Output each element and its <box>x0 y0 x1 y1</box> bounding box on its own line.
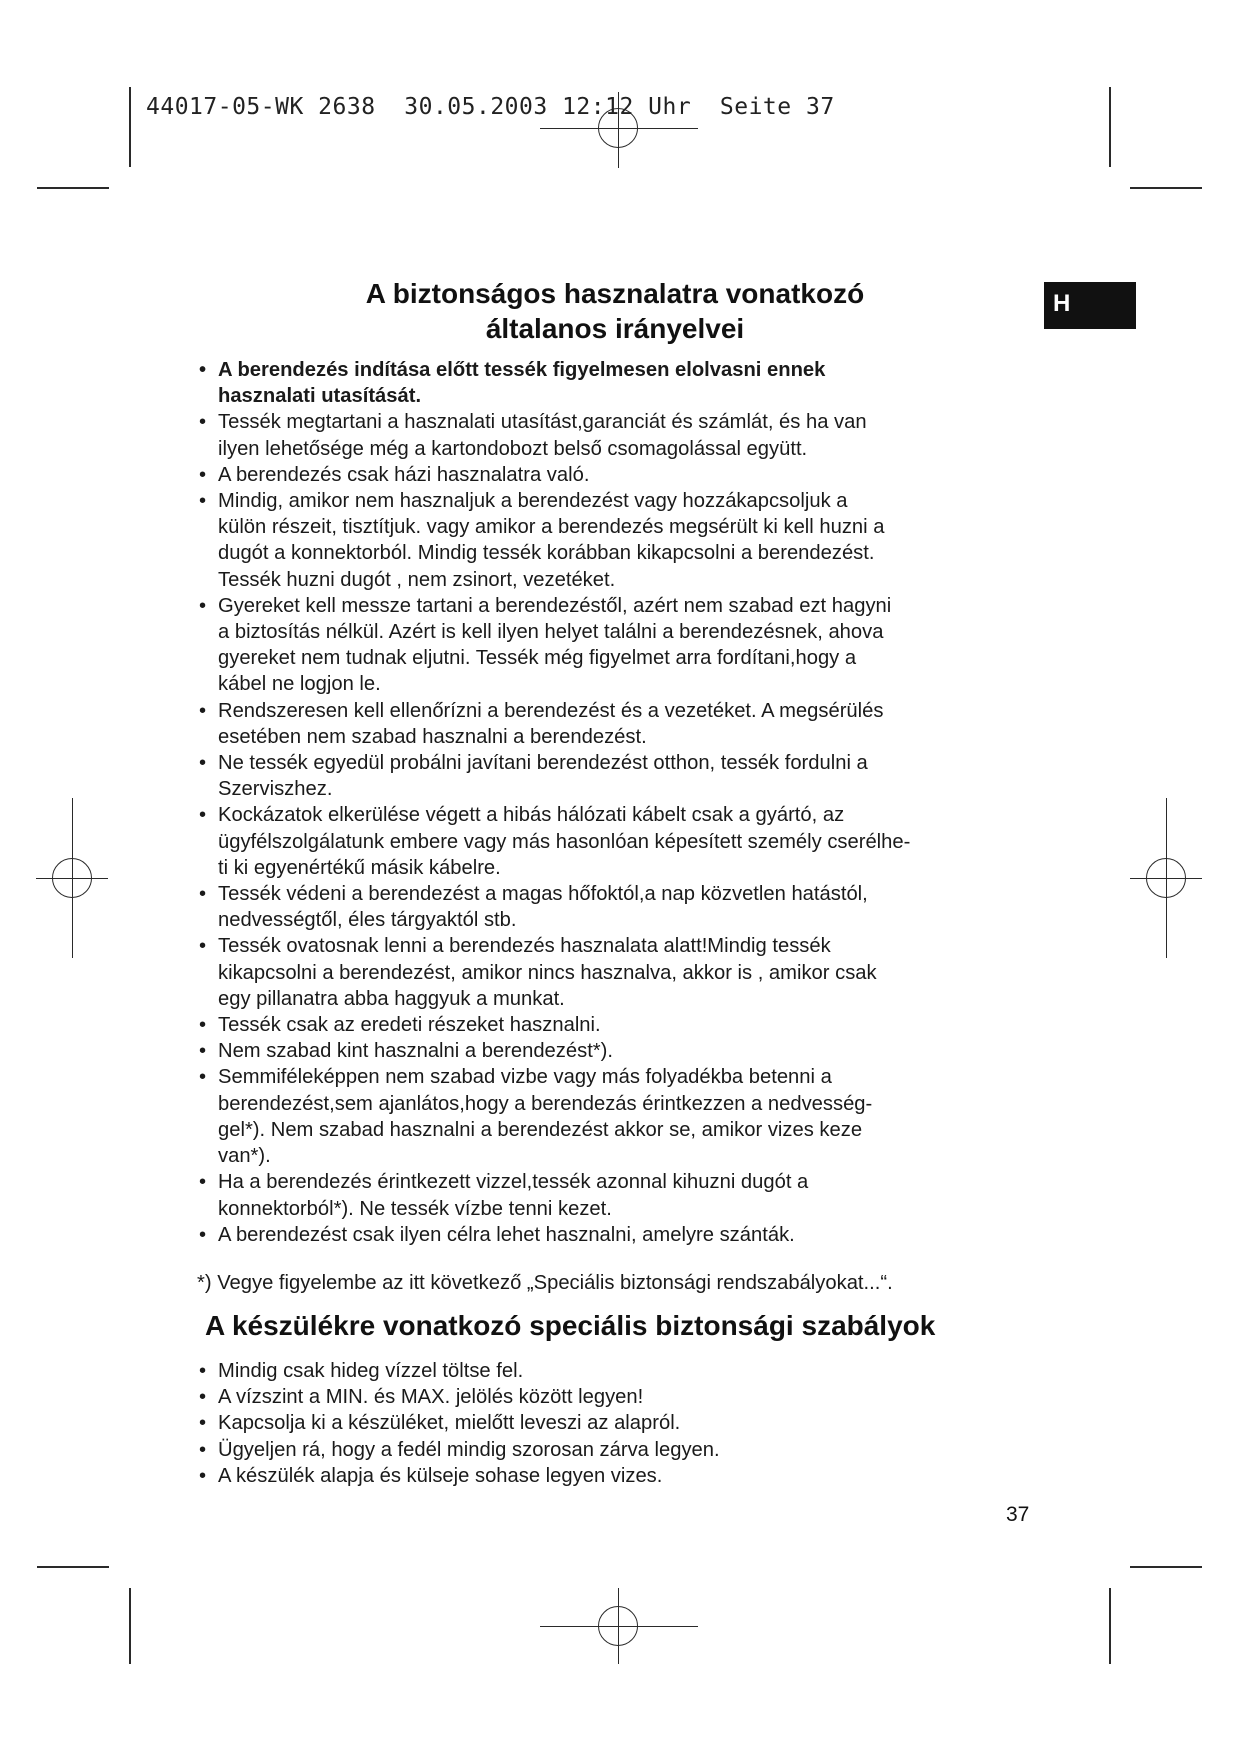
item-line: Szerviszhez. <box>218 778 333 801</box>
item-line: ügyfélszolgálatunk embere vagy más hasonlóan képesített személy cserélhe- <box>218 830 911 853</box>
page-number: 37 <box>1006 1503 1030 1526</box>
item-line: berendezést,sem ajanlátos,hogy a berendezás érintkezzen a nedvesség- <box>218 1092 873 1115</box>
item-line: van*). <box>218 1145 271 1168</box>
item-line: Mindig csak hideg vízzel töltse fel. <box>218 1360 524 1382</box>
page-title <box>190 276 1040 346</box>
item-line: kikapcsolni a berendezést, amikor nincs hasznalva, akkor is , amikor csak <box>218 961 877 984</box>
item-line: kábel ne logjon le. <box>218 673 381 696</box>
bullet: • <box>199 1386 207 1409</box>
crop-mark <box>129 87 131 167</box>
item-line: Kockázatok elkerülése végett a hibás hálózati kábelt csak a gyártó, az <box>218 804 845 827</box>
special-safety-list <box>199 1358 1039 1489</box>
item-line: külön részeit, tisztítjuk. vagy amikor a berendezés megsérült ki kell huzni a <box>218 516 885 539</box>
bullet: • <box>199 1360 207 1382</box>
bullet: • <box>199 490 207 513</box>
list-item <box>199 462 1039 488</box>
list-item <box>199 750 1039 802</box>
item-line: Tessék csak az eredeti részeket hasznalni. <box>218 1014 601 1037</box>
item-line: A berendezés indítása előtt tessék figyelmesen elolvasni ennek <box>218 359 826 381</box>
footnote: *) Vegye figyelembe az itt következő „Speciális biztonsági rendszabályokat...“. <box>197 1272 893 1294</box>
bullet: • <box>199 594 207 617</box>
bullet: • <box>199 883 207 906</box>
item-line: hasznalati utasítását. <box>218 385 422 408</box>
item-line: Tessék védeni a berendezést a magas hőfoktól,a nap közvetlen hatástól, <box>218 883 868 906</box>
bullet: • <box>199 359 207 381</box>
title-line: általanos irányelvei <box>485 313 745 344</box>
list-item <box>199 1169 1039 1221</box>
crop-mark <box>1109 87 1111 167</box>
crop-mark <box>1130 1566 1202 1568</box>
list-item <box>199 488 1039 593</box>
list-item <box>199 1038 1039 1064</box>
item-line: Ügyeljen rá, hogy a fedél mindig szorosan zárva legyen. <box>218 1438 720 1461</box>
bullet: • <box>199 1040 207 1063</box>
bullet: • <box>199 1171 207 1194</box>
crop-mark <box>129 1588 131 1664</box>
item-line: egy pillanatra abba haggyuk a munkat. <box>218 987 565 1010</box>
crop-mark <box>1130 187 1202 189</box>
list-item <box>199 593 1039 698</box>
list-item <box>199 409 1039 461</box>
item-line: Nem szabad kint hasznalni a berendezést*). <box>218 1040 613 1063</box>
bullet: • <box>199 1438 207 1461</box>
list-item <box>199 1463 1039 1489</box>
list-item <box>199 881 1039 933</box>
list-item <box>199 1437 1039 1463</box>
item-line: Ha a berendezés érintkezett vizzel,tessék azonnal kihuzni dugót a <box>218 1171 809 1194</box>
bullet: • <box>199 1464 207 1487</box>
item-line: ti ki egyenértékű másik kábelre. <box>218 856 501 879</box>
item-line: Tessék ovatosnak lenni a berendezés hasznalata alatt!Mindig tessék <box>218 935 831 958</box>
bullet: • <box>199 463 207 486</box>
item-line: dugót a konnektorból. Mindig tessék korábban kikapcsolni a berendezést. <box>218 542 875 565</box>
crop-mark <box>37 187 109 189</box>
item-line: ilyen lehetősége még a kartondobozt belső csomagolással együtt. <box>218 437 808 460</box>
list-item <box>199 357 1039 409</box>
item-line: A berendezés csak házi hasznalatra való. <box>218 463 590 486</box>
item-line: Tessék megtartani a hasznalati utasítást,garanciát és számlát, és ha van <box>218 411 867 434</box>
crop-mark <box>1109 1588 1111 1664</box>
title-line: A biztonságos hasznalatra vonatkozó <box>365 278 865 309</box>
bullet: • <box>199 752 207 775</box>
special-rules-heading: A készülékre vonatkozó speciális biztonsági szabályok <box>205 1310 936 1341</box>
item-line: A vízszint a MIN. és MAX. jelölés között legyen! <box>218 1386 644 1409</box>
list-item <box>199 933 1039 1012</box>
item-line: gel*). Nem szabad hasznalni a berendezést akkor se, amikor vizes keze <box>218 1118 863 1141</box>
bullet: • <box>199 804 207 827</box>
list-item <box>199 1222 1039 1248</box>
bullet: • <box>199 699 207 722</box>
bullet: • <box>199 411 207 434</box>
item-line: Gyereket kell messze tartani a berendezéstől, azért nem szabad ezt hagyni <box>218 594 892 617</box>
item-line: gyereket nem tudnak eljutni. Tessék még figyelmet arra fordítani,hogy a <box>218 647 857 670</box>
bullet: • <box>199 1412 207 1435</box>
list-item <box>199 1358 1039 1384</box>
list-item <box>199 1012 1039 1038</box>
item-line: Tessék huzni dugót , nem zsinort, vezetéket. <box>218 568 616 591</box>
bullet: • <box>199 935 207 958</box>
item-line: Kapcsolja ki a készüléket, mielőtt leveszi az alapról. <box>218 1412 681 1435</box>
list-item <box>199 1384 1039 1410</box>
crop-mark <box>37 1566 109 1568</box>
item-line: A készülék alapja és külseje sohase legyen vizes. <box>218 1464 663 1487</box>
item-line: Semmiféleképpen nem szabad vizbe vagy más folyadékba betenni a <box>218 1066 832 1089</box>
item-line: esetében nem szabad hasznalni a berendezést. <box>218 725 647 748</box>
list-item <box>199 698 1039 750</box>
item-line: konnektorból*). Ne tessék vízbe tenni kezet. <box>218 1197 612 1220</box>
bullet: • <box>199 1223 207 1246</box>
item-line: Ne tessék egyedül probálni javítani berendezést otthon, tessék fordulni a <box>218 752 868 775</box>
item-line: Rendszeresen kell ellenőrízni a berendezést és a vezetéket. A megsérülés <box>218 699 884 722</box>
item-line: a biztosítás nélkül. Azért is kell ilyen helyet találni a berendezésnek, ahova <box>218 621 884 644</box>
list-item <box>199 802 1039 881</box>
bullet: • <box>199 1014 207 1037</box>
list-item <box>199 1064 1039 1169</box>
list-item <box>199 1410 1039 1436</box>
print-slug: 44017-05-WK 2638 30.05.2003 12:12 Uhr Seite 37 <box>146 94 835 120</box>
item-line: Mindig, amikor nem hasznaljuk a berendezést vagy hozzákapcsoljuk a <box>218 490 848 513</box>
bullet: • <box>199 1066 207 1089</box>
language-tab: H <box>1044 282 1136 329</box>
general-safety-list <box>199 357 1039 1248</box>
item-line: A berendezést csak ilyen célra lehet hasznalni, amelyre szánták. <box>218 1223 795 1246</box>
item-line: nedvességtől, éles tárgyaktól stb. <box>218 909 517 932</box>
